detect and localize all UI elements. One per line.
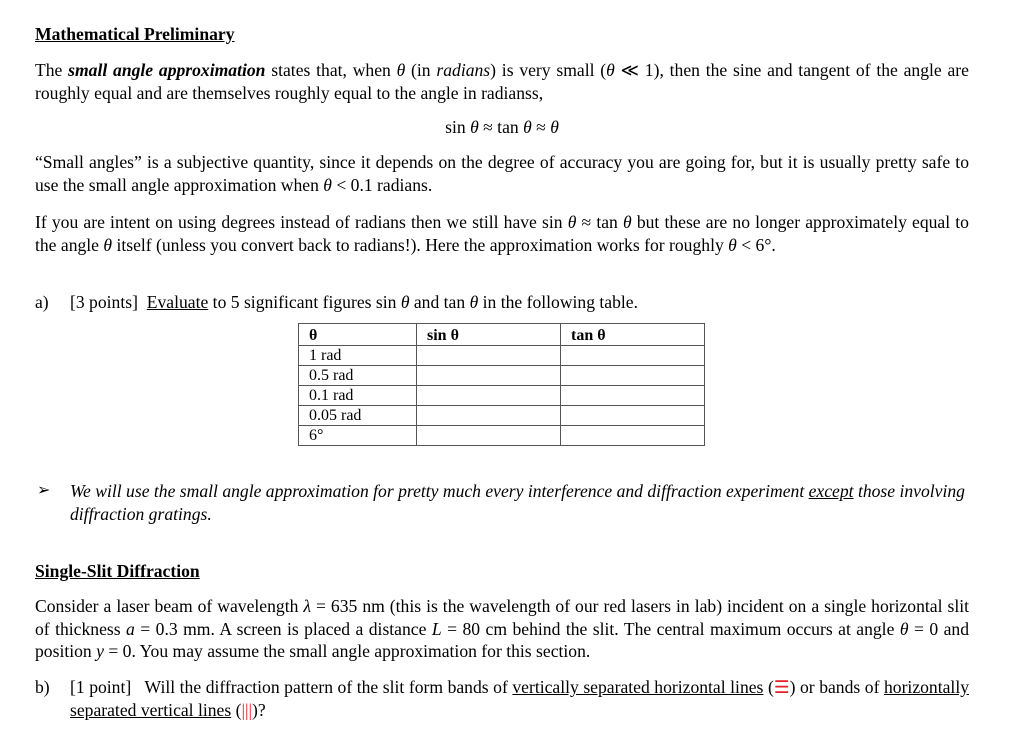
section-heading-single-slit: Single-Slit Diffraction <box>35 561 200 581</box>
cell-angle: 6° <box>299 426 417 446</box>
cell-sin[interactable] <box>417 406 561 426</box>
question-a <box>35 291 969 314</box>
table-row <box>299 426 705 446</box>
cell-sin[interactable] <box>417 366 561 386</box>
term-small-angle-approximation: small angle approximation <box>68 60 266 80</box>
table-header-row <box>299 324 705 346</box>
trig-values-table <box>298 323 705 446</box>
cell-tan[interactable] <box>561 346 705 366</box>
header-sin-theta: sin θ <box>417 324 561 346</box>
table-row <box>299 366 705 386</box>
equation-small-angle: sin θ ≈ tan θ ≈ θ <box>445 117 559 137</box>
paragraph-small-angle-intro: The small angle approximation states that, when θ (in radians) is very small (θ ≪ 1), then the sine and tangent of the angle are roughly equal and are themselves roughly equal to the angle in radianss, <box>35 60 969 103</box>
cell-tan[interactable] <box>561 406 705 426</box>
cell-sin[interactable] <box>417 346 561 366</box>
cell-angle: 1 rad <box>299 346 417 366</box>
cell-sin[interactable] <box>417 426 561 446</box>
question-b <box>35 676 969 721</box>
section-heading-math-prelim: Mathematical Preliminary <box>35 24 235 44</box>
arrow-bullet-icon: ➢ <box>37 482 51 499</box>
question-a-label: a) <box>35 292 49 312</box>
cell-angle: 0.5 rad <box>299 366 417 386</box>
question-b-label: b) <box>35 677 50 697</box>
cell-tan[interactable] <box>561 426 705 446</box>
cell-angle: 0.05 rad <box>299 406 417 426</box>
cell-angle: 0.1 rad <box>299 386 417 406</box>
paragraph-single-slit-setup: Consider a laser beam of wavelength λ = 635 nm (this is the wavelength of our red lasers in lab) incident on a single horizontal slit of thickness a = 0.3 mm. A screen is placed a distance L = 80 cm behind the slit. The central maximum occurs at angle θ = 0 and position y = 0. You may assume the small angle approximation for this section. <box>35 596 969 661</box>
cell-sin[interactable] <box>417 386 561 406</box>
paragraph-small-angles-subjective: “Small angles” is a subjective quantity, since it depends on the degree of accuracy you are going for, but it is usually pretty safe to use the small angle approximation when θ < 0.1 radians. <box>35 152 969 195</box>
table-row <box>299 346 705 366</box>
cell-tan[interactable] <box>561 386 705 406</box>
header-theta: θ <box>299 324 417 346</box>
table-row <box>299 386 705 406</box>
horizontal-lines-icon: ☰ <box>773 677 790 697</box>
question-a-text: [3 points] Evaluate to 5 significant figures sin θ and tan θ in the following table. <box>70 292 638 312</box>
question-b-text: [1 point] Will the diffraction pattern of the slit form bands of vertically separated horizontal lines (☰) or bands of horizontally separated vertical lines (|||)? <box>70 677 969 720</box>
vertical-lines-icon: ||| <box>241 699 253 720</box>
table-row <box>299 406 705 426</box>
note-small-angle-usage: We will use the small angle approximation for pretty much every interference and diffraction experiment except those involving diffraction gratings. <box>70 481 965 524</box>
header-tan-theta: tan θ <box>561 324 705 346</box>
paragraph-degrees: If you are intent on using degrees instead of radians then we still have sin θ ≈ tan θ but these are no longer approximately equal to the angle θ itself (unless you convert back to radians!). Here the approximation works for roughly θ < 6°. <box>35 212 969 255</box>
cell-tan[interactable] <box>561 366 705 386</box>
